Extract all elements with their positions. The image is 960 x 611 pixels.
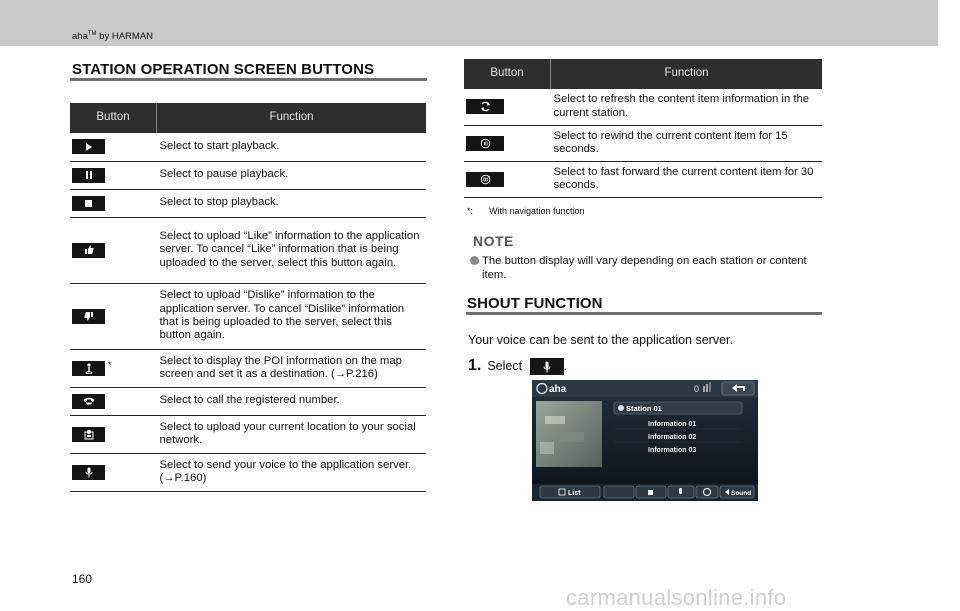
function-text: Select to rewind the current content item for 15 seconds. [551, 125, 823, 161]
function-text: Select to pause playback. [157, 161, 427, 189]
function-text: Select to upload “Like” information to the application server. To cancel “Like” information that is being uploaded to the server, select this button again. [157, 217, 427, 283]
screen-list-label: List [568, 490, 581, 497]
function-text: Select to call the registered number. [157, 387, 427, 415]
screen-item: Information 02 [648, 434, 697, 441]
back-button [722, 382, 754, 395]
table-row [464, 89, 822, 125]
page-number: 160 [72, 572, 93, 586]
thumbs-up-icon [72, 243, 105, 258]
section-rule [466, 312, 822, 315]
screen-item: Information 03 [648, 447, 697, 454]
bullet-icon [470, 256, 479, 265]
note-title: NOTE [473, 233, 514, 249]
step-text: Select [487, 359, 523, 373]
table-row [464, 125, 822, 161]
screen-logo: aha [549, 384, 567, 395]
table-row [70, 453, 426, 491]
function-text: Select to upload your current location to your social network. [157, 415, 427, 453]
function-text: Select to refresh the content item information in the current station. [551, 89, 823, 125]
column-header-function: Function [551, 59, 823, 89]
table-row [70, 387, 426, 415]
table-row [464, 161, 822, 197]
table-row [70, 217, 426, 283]
poi-icon [72, 361, 105, 376]
screen-sound-label: Sound [731, 490, 752, 497]
function-text: Select to upload “Dislike” information to the application server. To cancel “Dislike” information that is being uploaded to the server, select this button again. [157, 283, 427, 349]
step-number: 1. [468, 357, 482, 374]
thumbs-down-icon [72, 309, 105, 324]
note-body [470, 254, 830, 282]
section-title-shout: SHOUT FUNCTION [467, 295, 603, 312]
step-1: 1. Select . [468, 357, 568, 374]
footnote: *: With navigation function [467, 206, 585, 216]
rewind-15-icon [466, 136, 504, 151]
table-row [70, 161, 426, 189]
watermark: carmanualsonline.info [566, 585, 787, 610]
function-text: Select to fast forward the current content item for 30 seconds. [551, 161, 823, 197]
function-text: Select to display the POI information on the map screen and set it as a destination. (→P.216) [157, 349, 427, 387]
function-text: Select to send your voice to the application server. (→P.160) [157, 453, 427, 491]
microphone-icon [72, 465, 105, 480]
function-text: Select to stop playback. [157, 189, 427, 217]
play-icon [72, 139, 105, 154]
button-function-table [70, 103, 426, 492]
section-rule [70, 78, 427, 81]
station-screen-illustration [532, 380, 758, 501]
pause-icon [72, 168, 105, 183]
microphone-icon [530, 358, 564, 375]
table-row [70, 133, 426, 161]
column-header-function: Function [157, 103, 427, 133]
shout-intro: Your voice can be sent to the application server. [468, 333, 733, 347]
function-text: Select to start playback. [157, 133, 427, 161]
button-function-table-continued [464, 59, 822, 198]
header-title: aha™ by HARMAN [72, 31, 154, 43]
note-text: The button display will vary depending on each station or content item. [482, 255, 807, 281]
location-share-icon [72, 427, 105, 442]
column-header-button: Button [464, 59, 551, 89]
refresh-button [696, 486, 718, 498]
forward-30-icon [466, 172, 504, 187]
stop-icon [72, 196, 105, 211]
screen-counter: 0 [694, 384, 700, 394]
section-title-station: STATION OPERATION SCREEN BUTTONS [72, 61, 375, 78]
column-header-button: Button [70, 103, 157, 133]
footnote-mark: * [108, 360, 112, 370]
table-row [70, 415, 426, 453]
station-screen-screenshot [532, 380, 758, 501]
refresh-icon [466, 99, 504, 114]
screen-item: Information 01 [648, 421, 697, 428]
table-row [70, 349, 426, 387]
table-row [70, 189, 426, 217]
screen-station: Station 01 [626, 404, 662, 413]
table-row [70, 283, 426, 349]
phone-icon [72, 394, 105, 409]
